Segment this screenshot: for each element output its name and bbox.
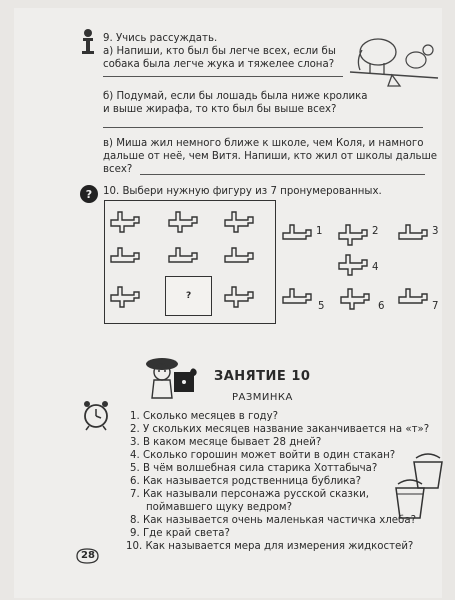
question-item: 6. Как называется родственница бублика?: [130, 476, 362, 487]
option-figure-3[interactable]: [398, 221, 430, 247]
thinking-figure-icon: [80, 28, 96, 56]
task9-c-line2: дальше от неё, чем Витя. Напиши, кто жил от школы дальше: [103, 151, 438, 162]
question-head-icon: [78, 183, 100, 207]
question-item: 2. У скольких месяцев название заканчивается на «т»?: [130, 424, 430, 435]
option-figure-4[interactable]: [338, 251, 370, 277]
task9-c-line1: в) Миша жил немного ближе к школе, чем Коля, и намного: [103, 138, 424, 149]
grid-figure: [224, 208, 256, 234]
answer-line-b[interactable]: [103, 127, 423, 128]
svg-text:?: ?: [85, 188, 93, 201]
task9-b-line1: б) Подумай, если бы лошадь была ниже кролика: [103, 91, 368, 102]
option-number-6: 6: [378, 301, 385, 312]
grid-figure: [110, 208, 142, 234]
buckets-icon: [392, 450, 444, 522]
missing-figure-question-mark: ?: [186, 291, 192, 301]
task9-title: 9. Учись рассуждать.: [103, 33, 218, 44]
grid-figure: [224, 244, 256, 270]
task9-a-line2: собака была легче жука и тяжелее слона?: [103, 59, 335, 70]
option-figure-7[interactable]: [398, 285, 430, 311]
task9-b-line2: и выше жирафа, то кто был бы выше всех?: [103, 104, 337, 115]
option-number-2: 2: [372, 226, 379, 237]
page-number: 28: [81, 550, 95, 561]
grid-figure: [168, 244, 200, 270]
question-item: 5. В чём волшебная сила старика Хоттабыча?: [130, 463, 378, 474]
option-number-3: 3: [432, 226, 439, 237]
lesson-title: ЗАНЯТИЕ 10: [214, 369, 311, 384]
warmup-heading: РАЗМИНКА: [232, 392, 293, 403]
task10-title: 10. Выбери нужную фигуру из 7 пронумерованных.: [103, 186, 382, 197]
option-figure-2[interactable]: [338, 221, 370, 247]
grid-figure: [110, 244, 142, 270]
option-number-4: 4: [372, 262, 379, 273]
option-figure-1[interactable]: [282, 221, 314, 247]
option-number-5: 5: [318, 301, 325, 312]
child-puzzle-icon: [140, 352, 204, 404]
question-item: 7. Как называли персонажа русской сказки,: [130, 489, 369, 500]
answer-line-c[interactable]: [140, 174, 425, 175]
answer-line-a[interactable]: [103, 76, 343, 77]
task9-c-line3: всех?: [103, 164, 133, 175]
grid-figure: [224, 283, 256, 309]
option-figure-5[interactable]: [282, 285, 314, 311]
question-item: 9. Где край света?: [130, 528, 230, 539]
option-figure-6[interactable]: [340, 285, 372, 311]
question-item: 4. Сколько горошин может войти в один стакан?: [130, 450, 396, 461]
question-item-continuation: поймавшего щуку ведром?: [146, 502, 293, 513]
grid-figure: [110, 283, 142, 309]
question-item: 1. Сколько месяцев в году?: [130, 411, 279, 422]
question-item: 10. Как называется мера для измерения жидкостей?: [126, 541, 414, 552]
elephant-seesaw-icon: [348, 30, 440, 88]
option-number-1: 1: [316, 226, 323, 237]
alarm-clock-icon: [80, 398, 112, 432]
question-item: 3. В каком месяце бывает 28 дней?: [130, 437, 322, 448]
task9-a-line1: а) Напиши, кто был бы легче всех, если бы: [103, 46, 336, 57]
option-number-7: 7: [432, 301, 439, 312]
grid-figure: [168, 208, 200, 234]
question-item: 8. Как называется очень маленькая частичка хлеба?: [130, 515, 416, 526]
